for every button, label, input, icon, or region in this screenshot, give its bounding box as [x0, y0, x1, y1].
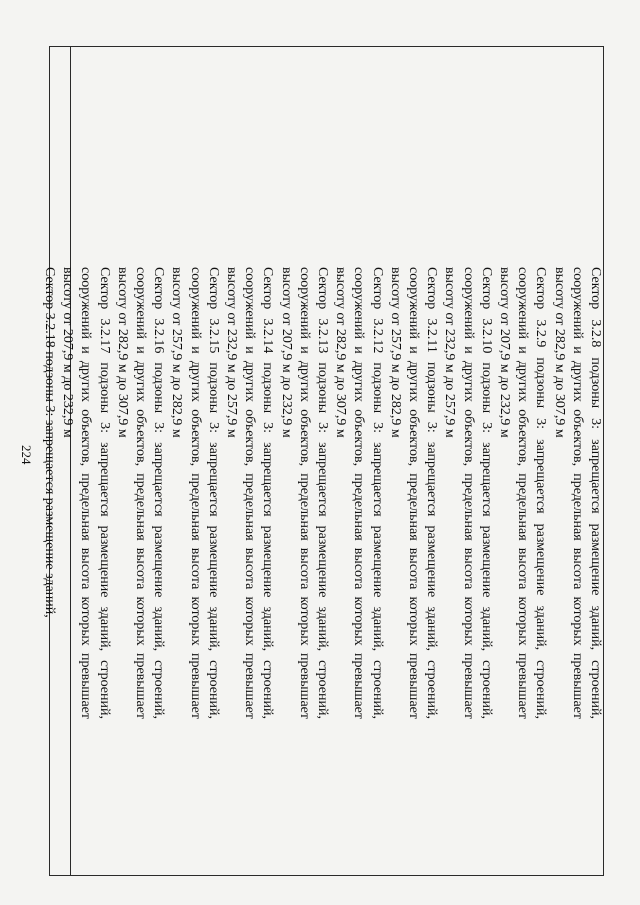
sector-entry: Сектор 3.2.8 подзоны 3: запрещается размещение зданий, строений, сооружений и других объектов, предельная высота которых превышает высоту от 282,9 м до 307,9 м: [551, 267, 603, 719]
sector-entry: Сектор 3.2.17 подзоны 3: запрещается размещение зданий, строений, сооружений и других объектов, предельная высота которых превышает высоту от 207,9 м до 232,9 м: [60, 267, 112, 719]
sector-entry: Сектор 3.2.18 подзоны 3: запрещается размещение зданий,: [41, 267, 57, 618]
sector-entry: Сектор 3.2.14 подзоны 3: запрещается размещение зданий, строений, сооружений и других объектов, предельная высота которых превышает высоту от 232,9 м до 257,9 м: [223, 267, 276, 719]
table-cell-text: [40, 267, 604, 719]
sector-entry: Сектор 3.2.16 подзоны 3: запрещается размещение зданий, строений, сооружений и других объектов, предельная высота которых превышает высоту от 282,9 м до 307,9 м: [114, 267, 167, 719]
sector-entry: Сектор 3.2.15 подзоны 3: запрещается размещение зданий, строений, сооружений и других объектов, предельная высота которых превышает высоту от 257,9 м до 282,9 м: [169, 267, 221, 719]
sector-entry: Сектор 3.2.11 подзоны 3: запрещается размещение зданий, строений, сооружений и других объектов, предельная высота которых превышает высоту от 257,9 м до 282,9 м: [387, 267, 440, 719]
sector-list: [40, 267, 604, 719]
sector-entry: Сектор 3.2.9 подзоны 3: запрещается размещение зданий, строений, сооружений и других объектов, предельная высота которых превышает высоту от 207,9 м до 232,9 м: [496, 267, 549, 719]
sector-entry: Сектор 3.2.10 подзоны 3: запрещается размещение зданий, строений, сооружений и других объектов, предельная высота которых превышает высоту от 232,9 м до 257,9 м: [442, 267, 494, 719]
sector-entry: Сектор 3.2.13 подзоны 3: запрещается размещение зданий, строений, сооружений и других объектов, предельная высота которых превышает высоту от 207,9 м до 232,9 м: [278, 267, 330, 719]
sector-entry: Сектор 3.2.12 подзоны 3: запрещается размещение зданий, строений, сооружений и других объектов, предельная высота которых превышает высоту от 282,9 м до 307,9 м: [333, 267, 385, 719]
page-number: 224: [19, 445, 34, 465]
